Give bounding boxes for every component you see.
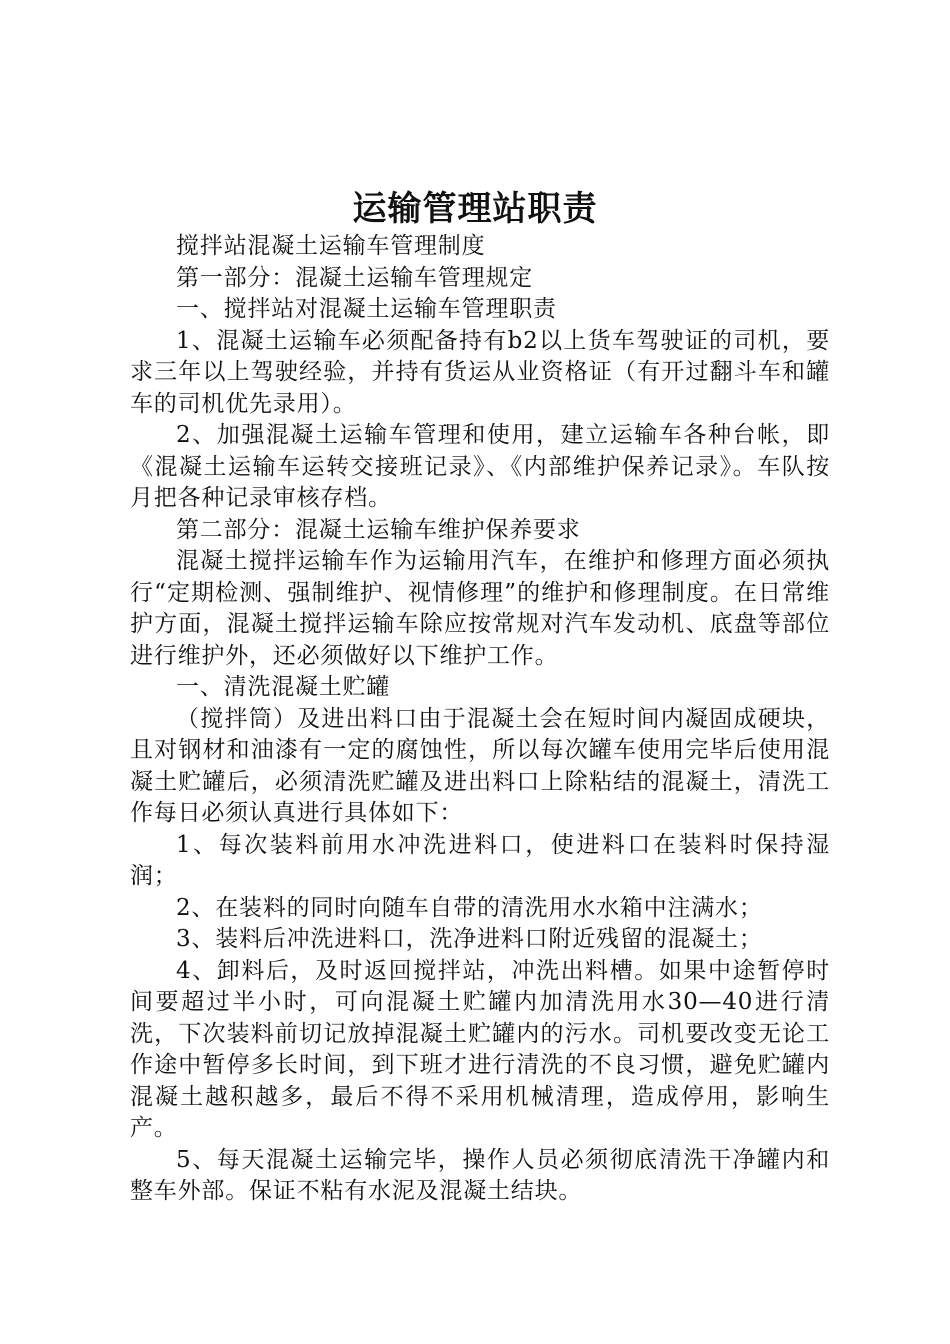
paragraph: （搅拌筒）及进出料口由于混凝土会在短时间内凝固成硬块，且对钢材和油漆有一定的腐蚀性，所以每次罐车使用完毕后使用混凝土贮罐后，必须清洗贮罐及进出料口上除粘结的混凝土，清洗工作每日必须认真进行具体如下： [130, 705, 830, 826]
paragraph: 一、搅拌站对混凝土运输车管理职责 [176, 296, 557, 322]
paragraph: 一、清洗混凝土贮罐 [176, 674, 391, 700]
paragraph: 5、每天混凝土运输完毕，操作人员必须彻底清洗干净罐内和整车外部。保证不粘有水泥及混凝土结块。 [130, 1146, 830, 1204]
paragraph: 2、加强混凝土运输车管理和使用，建立运输车各种台帐，即《混凝土运输车运转交接班记录》、《内部维护保养记录》。车队按月把各种记录审核存档。 [130, 422, 830, 511]
paragraph: 4、卸料后，及时返回搅拌站，冲洗出料槽。如果中途暂停时间要超过半小时，可向混凝土贮罐内加清洗用水30—40进行清洗，下次装料前切记放掉混凝土贮罐内的污水。司机要改变无论工作途中暂停多长时间，到下班才进行清洗的不良习惯，避免贮罐内混凝土越积越多，最后不得不采用机械清理，造成停用，影响生产。 [130, 957, 830, 1141]
document-body [130, 231, 830, 1208]
paragraph: 3、装料后冲洗进料口，洗净进料口附近残留的混凝土； [176, 926, 763, 952]
paragraph: 2、在装料的同时向随车自带的清洗用水水箱中注满水； [176, 894, 763, 921]
paragraph: 第一部分：混凝土运输车管理规定 [176, 264, 533, 291]
paragraph: 1、每次装料前用水冲洗进料口，使进料口在装料时保持湿润； [130, 831, 830, 889]
document-title: 运输管理站职责 [352, 189, 598, 229]
paragraph: 第二部分：混凝土运输车维护保养要求 [176, 516, 581, 543]
paragraph: 混凝土搅拌运输车作为运输用汽车，在维护和修理方面必须执行“定期检测、强制维护、视情修理”的维护和修理制度。在日常维护方面，混凝土搅拌运输车除应按常规对汽车发动机、底盘等部位进行维护外，还必须做好以下维护工作。 [130, 548, 830, 669]
paragraph: 1、混凝土运输车必须配备持有b2以上货车驾驶证的司机，要求三年以上驾驶经验，并持有货运从业资格证（有开过翻斗车和罐车的司机优先录用）。 [130, 327, 830, 417]
paragraph: 搅拌站混凝土运输车管理制度 [176, 233, 486, 259]
